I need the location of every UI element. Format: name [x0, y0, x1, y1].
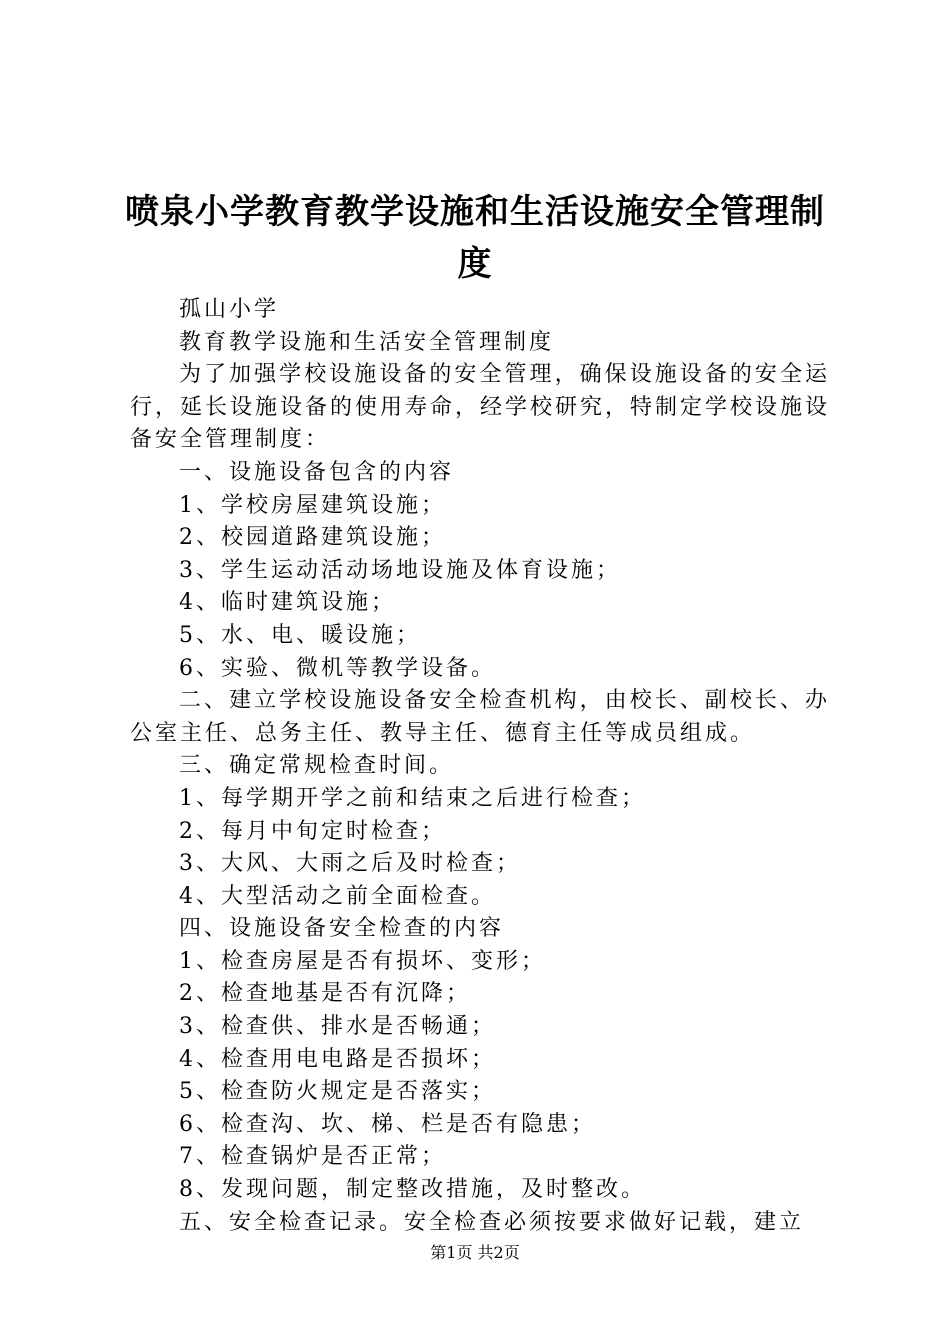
list-item: 4、临时建筑设施； [179, 590, 396, 616]
list-item: 8、发现问题，制定整改措施，及时整改。 [179, 1177, 646, 1203]
section-heading: 四、设施设备安全检查的内容 [179, 916, 505, 942]
page-footer: 第1页 共2页 [430, 1243, 520, 1262]
list-item: 5、检查防火规定是否落实； [179, 1079, 496, 1105]
list-item: 3、检查供、排水是否畅通； [179, 1014, 496, 1040]
list-item: 5、水、电、暖设施； [179, 622, 421, 648]
list-item: 2、检查地基是否有沉降； [179, 981, 471, 1007]
list-item: 6、实验、微机等教学设备。 [179, 655, 496, 681]
list-item: 1、每学期开学之前和结束之后进行检查； [179, 785, 646, 811]
list-item: 3、大风、大雨之后及时检查； [179, 851, 521, 877]
list-item: 1、学校房屋建筑设施； [179, 492, 446, 518]
list-item: 6、检查沟、坎、梯、栏是否有隐患； [179, 1111, 596, 1137]
list-item: 2、每月中旬定时检查； [179, 818, 446, 844]
document-title: 喷泉小学教育教学设施和生活设施安全管理制度 [125, 192, 825, 284]
list-item: 4、大型活动之前全面检查。 [179, 883, 496, 909]
paragraph-school-name: 孤山小学 [179, 297, 280, 322]
list-item: 1、检查房屋是否有损坏、变形； [179, 948, 546, 974]
section-heading: 二、建立学校设施设备安全检查机构，由校长、副校长、办公室主任、总务主任、教导主任、德育主任等成员组成。 [130, 688, 830, 746]
list-item: 2、校园道路建筑设施； [179, 525, 446, 551]
section-heading: 一、设施设备包含的内容 [179, 459, 455, 485]
paragraph-subtitle: 教育教学设施和生活安全管理制度 [179, 329, 555, 355]
document-body [130, 294, 830, 1239]
section-heading: 三、确定常规检查时间。 [179, 753, 455, 779]
list-item: 7、检查锅炉是否正常； [179, 1144, 446, 1170]
paragraph-intro: 为了加强学校设施设备的安全管理，确保设施设备的安全运行，延长设施设备的使用寿命，经学校研究，特制定学校设施设备安全管理制度： [130, 362, 831, 453]
list-item: 4、检查用电电路是否损坏； [179, 1046, 496, 1072]
section-heading: 五、安全检查记录。安全检查必须按要求做好记载，建立 [179, 1209, 805, 1235]
list-item: 3、学生运动活动场地设施及体育设施； [179, 557, 621, 583]
